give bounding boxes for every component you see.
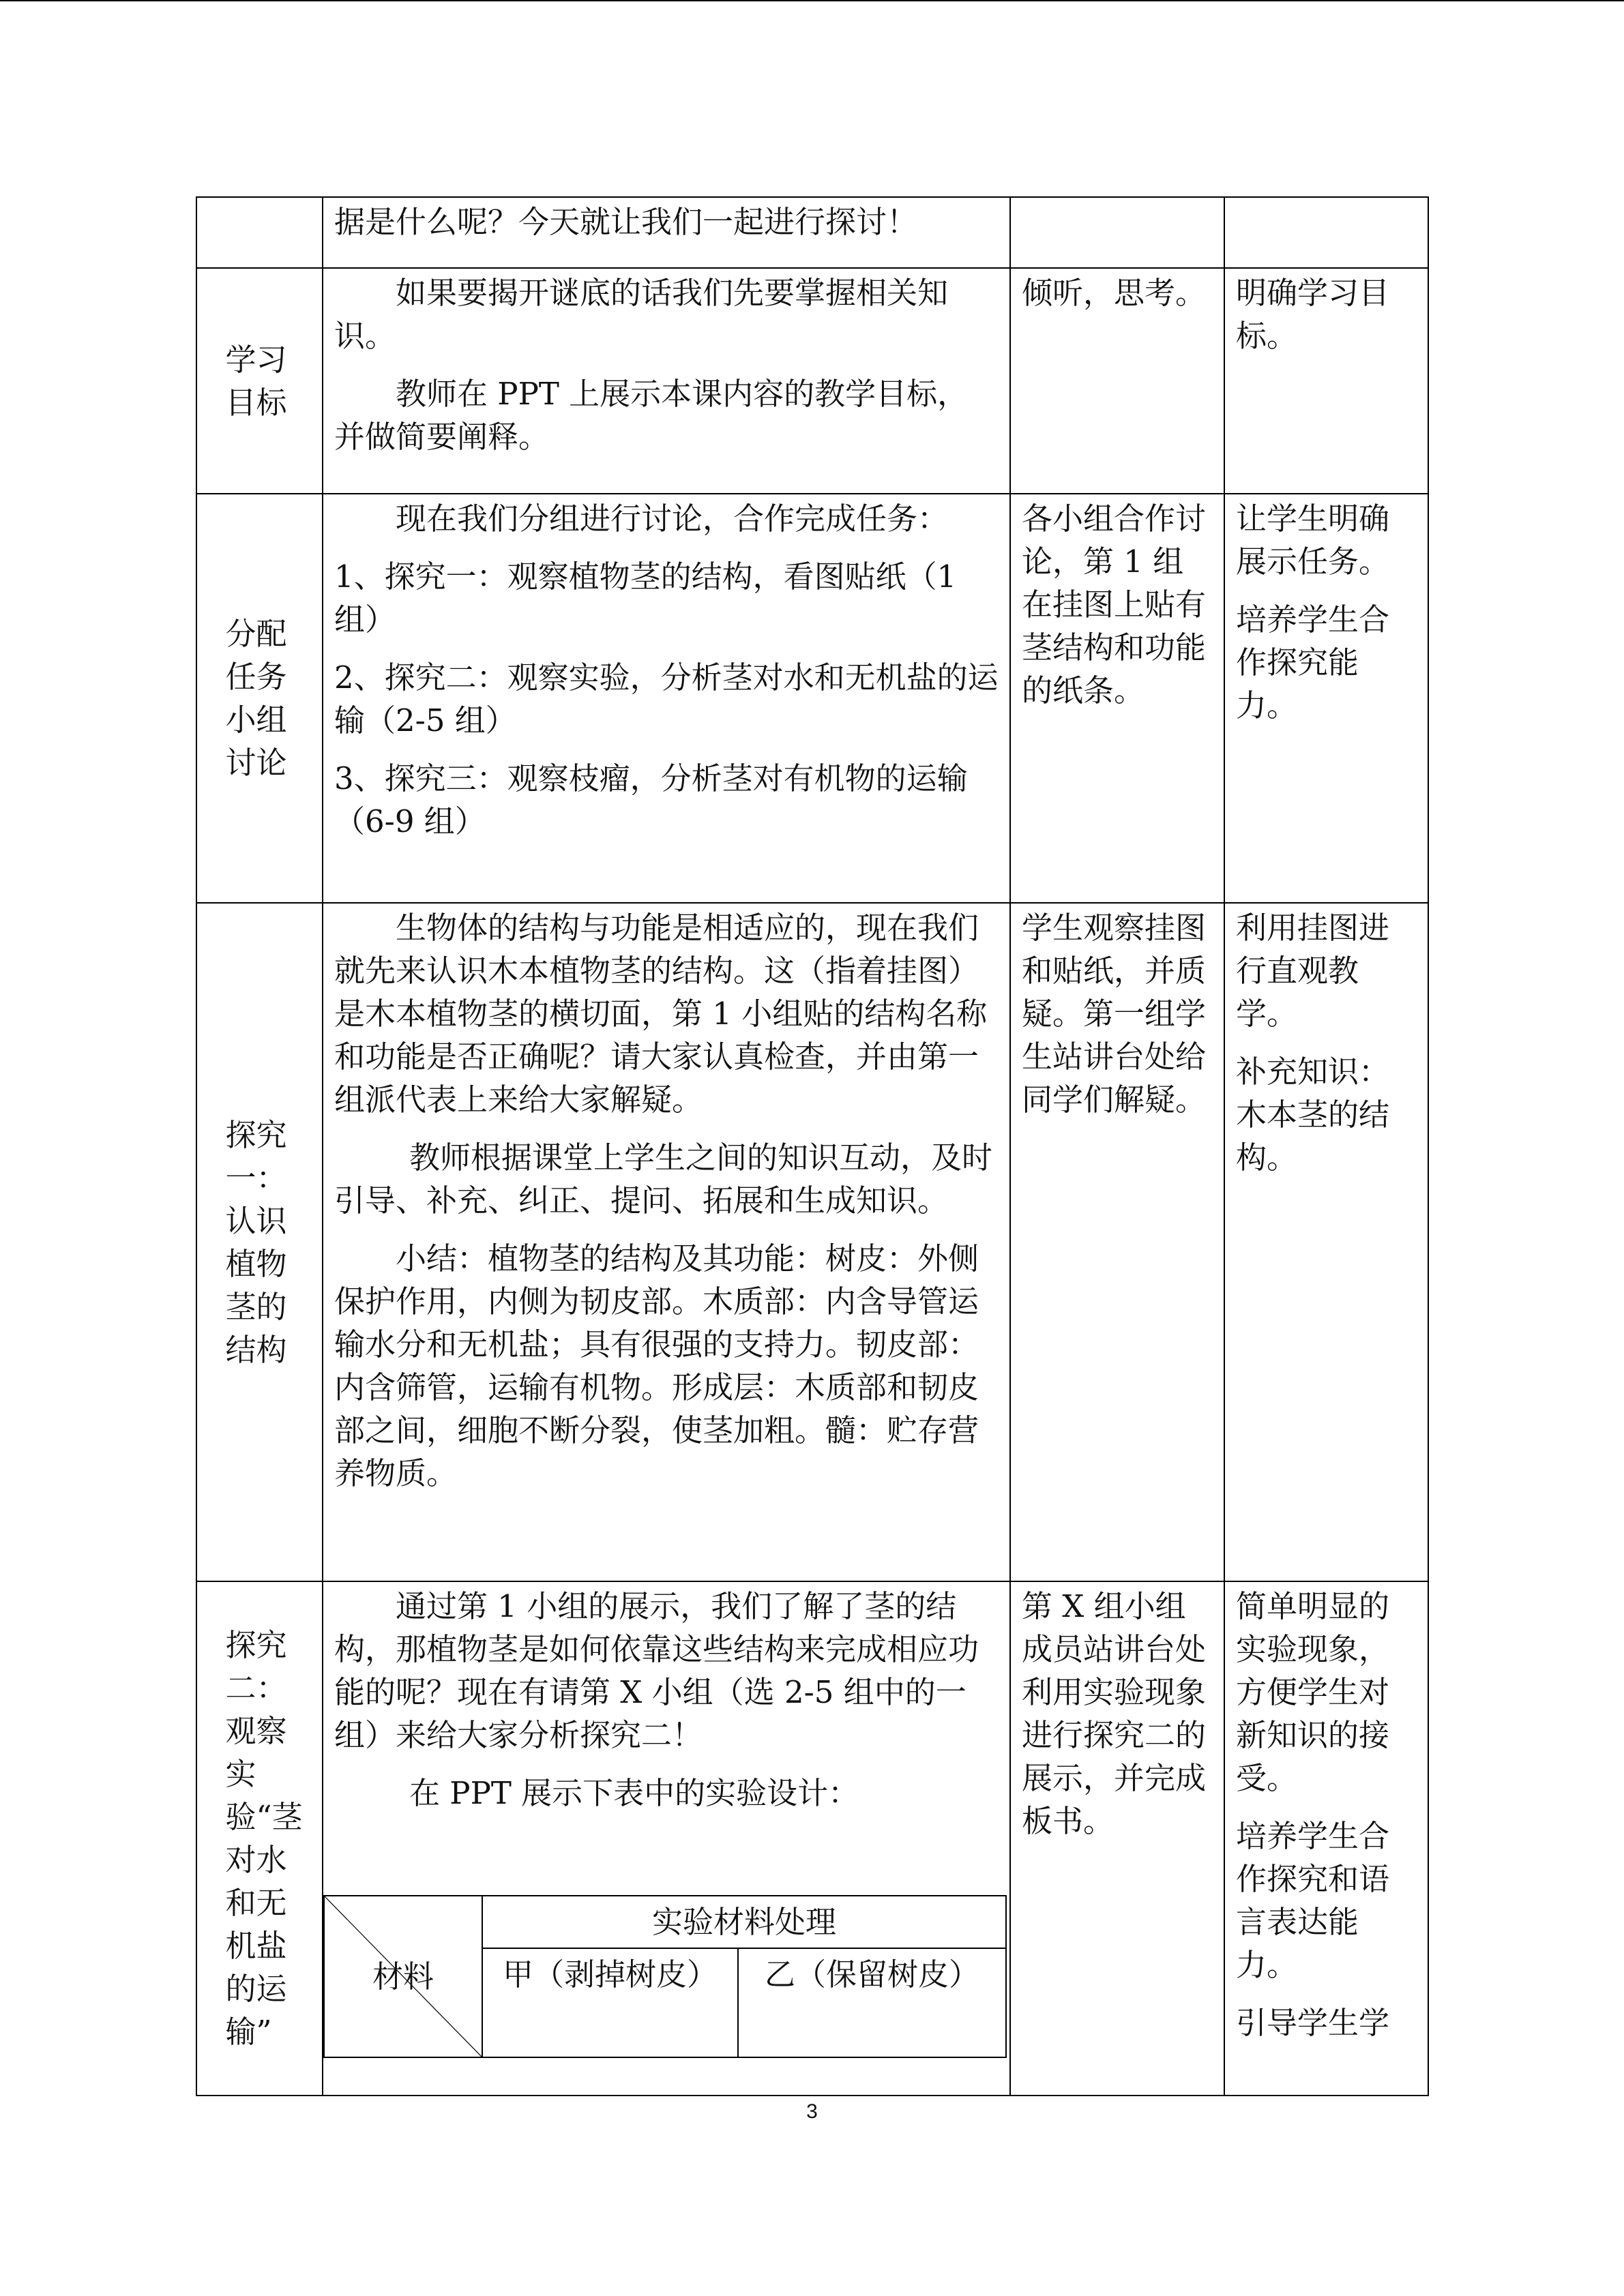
- intent-text: 补充知识：木本茎的结构。: [1236, 1054, 1390, 1176]
- top-rule: [0, 0, 1624, 1]
- paragraph: 小结：植物茎的结构及其功能：树皮：外侧保护作用，内侧为韧皮部。木质部：内含导管运输水分和无机盐；具有很强的支持力。韧皮部：内含筛管，运输有机物。形成层：木质部和韧皮部之间，细胞不断分裂，使茎加粗。髓：贮存营养物质。: [334, 1240, 979, 1491]
- design-intent-cell: [1224, 903, 1428, 1581]
- table-row: [196, 197, 1428, 268]
- table-row: [196, 268, 1428, 494]
- corner-cell: [324, 1896, 482, 2057]
- page-number: 3: [806, 2100, 818, 2123]
- table-row: [196, 903, 1428, 1581]
- stage-label: 探究二：观察实验“茎对水和无机盐的运输”: [225, 1627, 303, 2050]
- column-a-cell: 甲（剥掉树皮）: [482, 1948, 738, 2057]
- paragraph: 1、探究一：观察植物茎的结构，看图贴纸（1 组）: [334, 558, 957, 638]
- stage-label: 学习目标: [225, 341, 287, 421]
- experiment-design-table: [323, 1895, 1007, 2058]
- corner-label: 材料: [372, 1958, 434, 1995]
- table-row: [196, 1581, 1428, 2096]
- paragraph: 教师在 PPT 上展示本课内容的教学目标，并做简要阐释。: [334, 376, 969, 455]
- paragraph: 据是什么呢？今天就让我们一起进行探讨！: [334, 204, 918, 240]
- design-intent-cell: [1224, 1581, 1428, 2096]
- intent-text: 培养学生合作探究和语言表达能力。: [1236, 1818, 1390, 1983]
- paragraph: 3、探究三：观察枝瘤，分析茎对有机物的运输（6-9 组）: [334, 760, 968, 839]
- student-activity-cell: [1010, 494, 1224, 903]
- intent-text: 简单明显的实验现象，方便学生对新知识的接受。: [1236, 1588, 1390, 1796]
- paragraph: 如果要揭开谜底的话我们先要掌握相关知识。: [334, 275, 949, 354]
- intent-text: 明确学习目标。: [1236, 275, 1390, 354]
- student-text: 各小组合作讨论，第 1 组在挂图上贴有茎结构和功能的纸条。: [1022, 501, 1207, 709]
- paragraph: 在 PPT 展示下表中的实验设计：: [409, 1775, 859, 1811]
- design-intent-cell: [1224, 268, 1428, 494]
- stage-cell: [196, 903, 323, 1581]
- teacher-activity-cell: [323, 494, 1010, 903]
- paragraph: 2、探究二：观察实验，分析茎对水和无机盐的运输（2-5 组）: [334, 659, 999, 739]
- teacher-activity-cell: [323, 903, 1010, 1581]
- teacher-activity-cell: [323, 197, 1010, 268]
- stage-cell: [196, 494, 323, 903]
- header-cell: 实验材料处理: [482, 1896, 1006, 1948]
- intent-text: 利用挂图进行直观教学。: [1236, 910, 1390, 1032]
- teacher-activity-cell: [323, 1581, 1010, 2096]
- lesson-plan-table: [196, 196, 1429, 2096]
- intent-text: 培养学生合作探究能力。: [1236, 601, 1390, 724]
- column-b-cell: 乙（保留树皮）: [738, 1948, 1006, 2057]
- stage-cell: [196, 268, 323, 494]
- stage-label: 分配任务小组讨论: [225, 616, 287, 781]
- paragraph: 教师根据课堂上学生之间的知识互动，及时引导、补充、纠正、提问、拓展和生成知识。: [334, 1139, 993, 1219]
- intent-text: 引导学生学: [1236, 2005, 1390, 2041]
- stage-cell: [196, 197, 323, 268]
- student-activity-cell: [1010, 1581, 1224, 2096]
- intent-text: 让学生明确展示任务。: [1236, 501, 1390, 580]
- paragraph: 通过第 1 小组的展示，我们了解了茎的结构，那植物茎是如何依靠这些结构来完成相应功能的呢？现在有请第 X 小组（选 2-5 组中的一组）来给大家分析探究二！: [334, 1588, 979, 1753]
- design-intent-cell: [1224, 494, 1428, 903]
- student-activity-cell: [1010, 268, 1224, 494]
- student-activity-cell: [1010, 903, 1224, 1581]
- design-intent-cell: [1224, 197, 1428, 268]
- stage-cell: [196, 1581, 323, 2096]
- student-text: 第 X 组小组成员站讲台处利用实验现象进行探究二的展示，并完成板书。: [1022, 1588, 1207, 1839]
- student-activity-cell: [1010, 197, 1224, 268]
- student-text: 学生观察挂图和贴纸，并质疑。第一组学生站讲台处给同学们解疑。: [1022, 910, 1207, 1118]
- table-row: [324, 1896, 1006, 1948]
- student-text: 倾听，思考。: [1022, 275, 1207, 311]
- teacher-activity-cell: [323, 268, 1010, 494]
- table-row: [196, 494, 1428, 903]
- paragraph: 生物体的结构与功能是相适应的，现在我们就先来认识木本植物茎的结构。这（指着挂图）是木本植物茎的横切面，第 1 小组贴的结构名称和功能是否正确呢？请大家认真检查，并由第一组派代表上来给大家解疑。: [334, 910, 988, 1118]
- stage-label: 探究一：认识植物茎的结构: [225, 1116, 287, 1368]
- paragraph: 现在我们分组进行讨论，合作完成任务：: [396, 501, 949, 537]
